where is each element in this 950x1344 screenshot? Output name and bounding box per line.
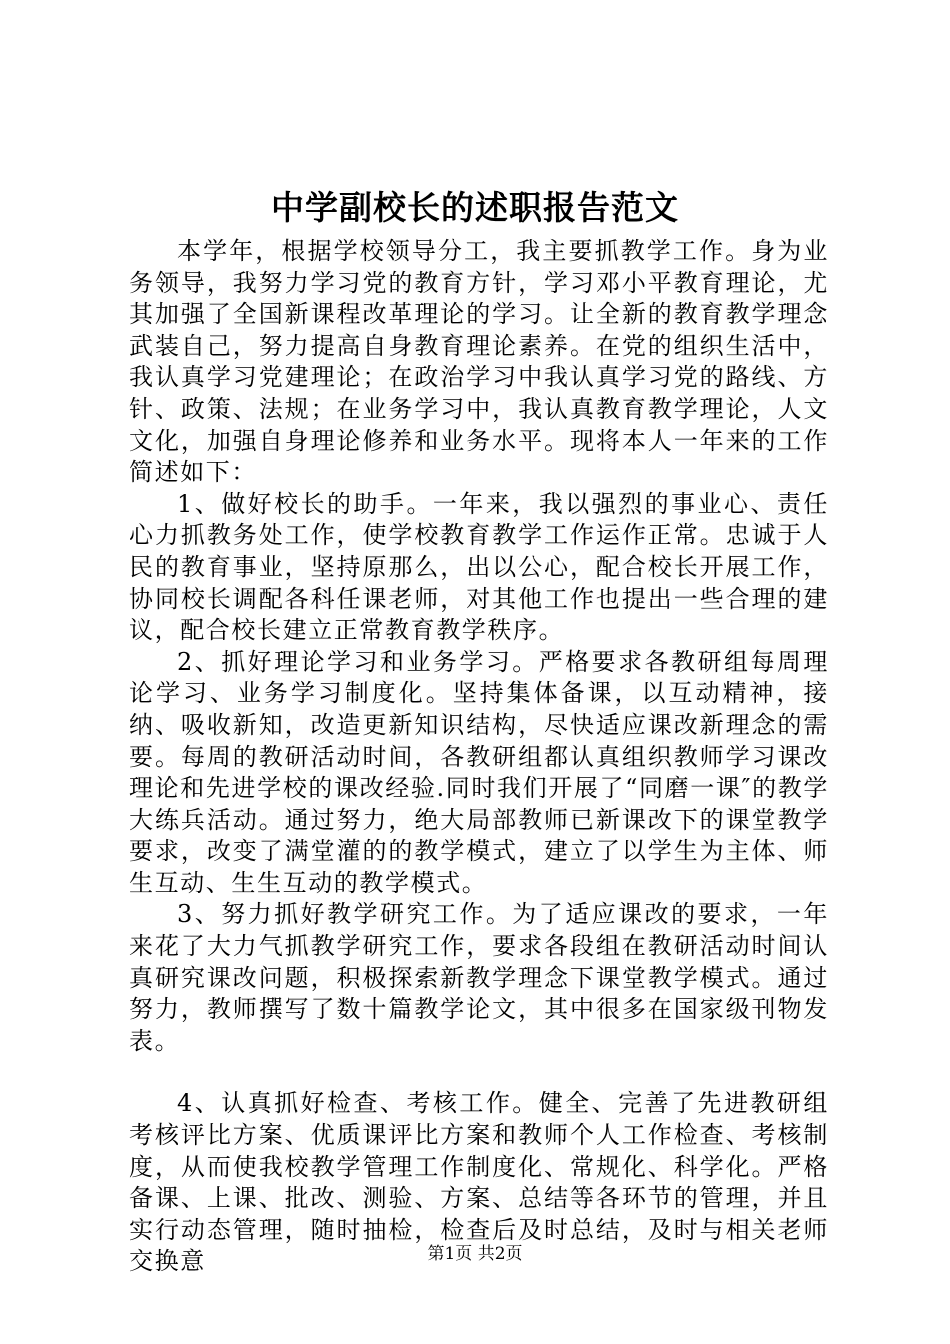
document-body (129, 236, 829, 1278)
paragraph-item-3: 3、努力抓好教学研究工作。为了适应课改的要求，一年来花了大力气抓教学研究工作，要求各段组在教研活动时间认真研究课改问题，积极探索新教学理念下课堂教学模式。通过努力，教师撰写了数十篇教学论文，其中很多在国家级刊物发表。 (129, 900, 829, 1055)
paragraph-item-4: 4、认真抓好检查、考核工作。健全、完善了先进教研组考核评比方案、优质课评比方案和教师个人工作检查、考核制度，从而使我校教学管理工作制度化、常规化、科学化。严格备课、上课、批改、测验、方案、总结等各环节的管理，并且实行动态管理，随时抽检，检查后及时总结，及时与相关老师交换意 (129, 1089, 829, 1276)
page-footer: 第1页 共2页 (427, 1244, 523, 1264)
paragraph-intro: 本学年，根据学校领导分工，我主要抓教学工作。身为业务领导，我努力学习党的教育方针，学习邓小平教育理论，尤其加强了全国新课程改革理论的学习。让全新的教育教学理念武装自己，努力提高自身教育理论素养。在党的组织生活中，我认真学习党建理论；在政治学习中我认真学习党的路线、方针、政策、法规；在业务学习中，我认真教育教学理论，人文文化，加强自身理论修养和业务水平。现将本人一年来的工作简述如下： (129, 237, 829, 487)
paragraph-item-1: 1、做好校长的助手。一年来，我以强烈的事业心、责任心力抓教务处工作，使学校教育教学工作运作正常。忠诚于人民的教育事业，坚持原那么，出以公心，配合校长开展工作，协同校长调配各科任课老师，对其他工作也提出一些合理的建议，配合校长建立正常教育教学秩序。 (129, 489, 829, 645)
document-title: 中学副校长的述职报告范文 (271, 188, 679, 227)
paragraph-item-2: 2、抓好理论学习和业务学习。严格要求各教研组每周理论学习、业务学习制度化。坚持集体备课，以互动精神，接纳、吸收新知，改造更新知识结构，尽快适应课改新理念的需要。每周的教研活动时间，各教研组都认真组织教师学习课改理论和先进学校的课改经验.同时我们开展了“同磨一课″的教学大练兵活动。通过努力，绝大局部教师已新课改下的课堂教学要求，改变了满堂灌的的教学模式，建立了以学生为主体、师生互动、生生互动的教学模式。 (129, 647, 829, 897)
